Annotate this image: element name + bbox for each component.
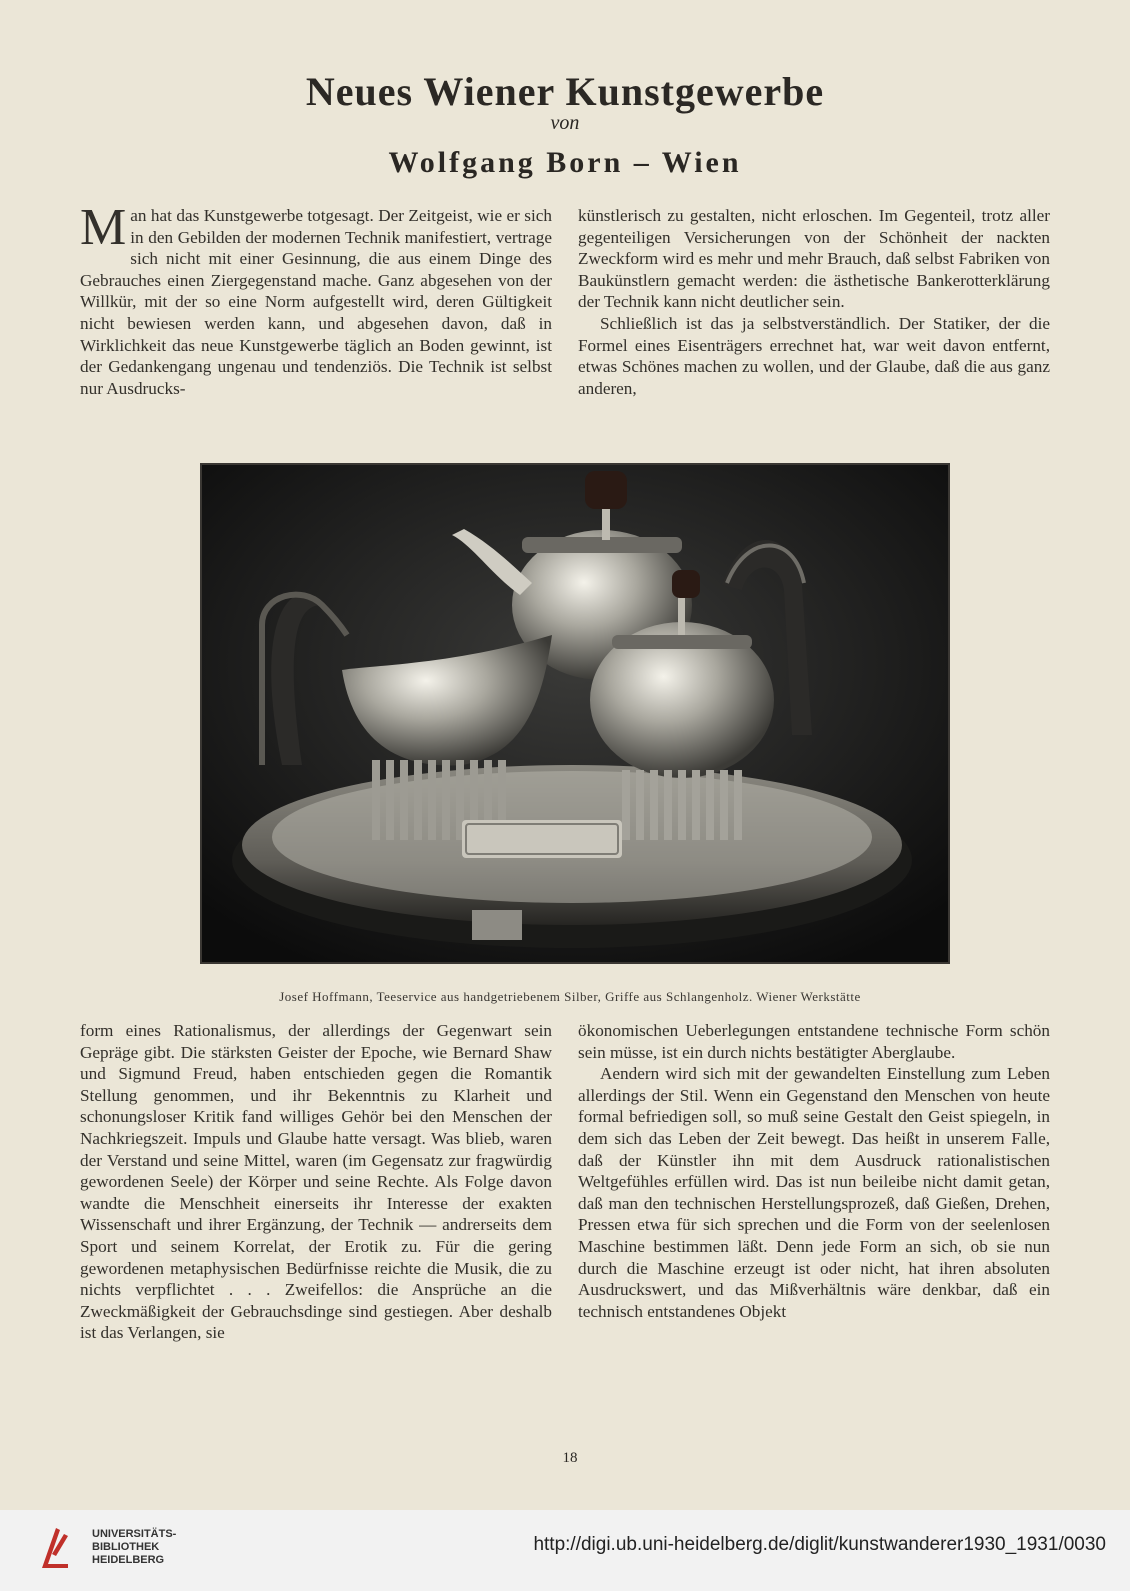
article-title: Neues Wiener Kunstgewerbe [305,69,825,114]
top-right-column [578,205,1050,399]
top-right-paragraph-2: Schließlich ist das ja selbstverständlich. Der Statiker, der die Formel eines Eisenträgers errechnet hat, war weit davon entfernt, etwas Schönes machen zu wollen, und der Glaube, daß die aus ganz anderen, [578,313,1050,398]
figure-caption: Josef Hoffmann, Teeservice aus handgetriebenem Silber, Griffe aus Schlangenholz. Wiener Werkstätte [279,989,861,1004]
drop-cap: M [80,199,127,256]
bottom-left-text: form eines Rationalismus, der allerdings der Gegenwart sein Gepräge gibt. Die stärksten Geister der Epoche, wie Bernard Shaw und Sigmund Freud, haben entschieden gegen die Romantik Stellung genommen, und ihr Bekenntnis zu Klarheit und schonungsloser Kritik fand williges Gehör bei den Menschen der Nachkriegszeit. Impuls und Glaube hatte versagt. Was blieb, waren der Verstand und seine Mittel, waren (im Gegensatz zur fragwürdig gewordenen Seele) der Körper und seine Rechte. Als Folge davon wandte die Menschheit einerseits ihr Interesse der exakten Wissenschaft und ihrer Ergänzung, der Technik — andrerseits dem Sport und seinem Korrelat, der Erotik zu. Für die gering gewordenen metaphysischen Bedürfnisse reichte die Musik, die zu nichts verpflichtet . . . Zweifellos: die Ansprüche an die Zweckmäßigkeit der Gebrauchsdinge sind gestiegen. Aber deshalb ist das Verlangen, sie [80,1021,552,1343]
tea-service-photo [200,463,950,964]
source-url[interactable]: http://digi.ub.uni-heidelberg.de/diglit/kunstwanderer1930_1931/0030 [533,1534,1106,1555]
article-author: Wolfgang Born – Wien [388,146,742,179]
bottom-right-paragraph-1: ökonomischen Ueberlegungen entstandene technische Form schön sein müsse, ist ein durch nichts bestätigter Aberglaube. [578,1021,1050,1062]
top-right-paragraph-1: künstlerisch zu gestalten, nicht erloschen. Im Gegenteil, trotz aller gegenteiligen Versicherungen von der Schönheit der nackten Zweckform wird es mehr und mehr Brauch, daß selbst Fabriken von Baukünstlern gemacht werden: die ästhetische Bankerotterklärung der Technik kann nicht deutlicher sein. [578,206,1050,312]
top-left-text: an hat das Kunstgewerbe totgesagt. Der Zeitgeist, wie er sich in den Gebilden der modernen Technik manifestiert, vertrage sich nicht mit einer Gesinnung, die aus einem Dinge des Gebrauches einen Ziergegenstand mache. Ganz abgesehen von der Willkür, mit der so eine Norm aufgestellt wird, deren Gültigkeit nicht bewiesen werden kann, und abgesehen davon, daß in Wirklichkeit das neue Kunstgewerbe täglich an Boden gewinnt, ist der Gedankengang ungenau und tendenziös. Die Technik ist selbst nur Ausdrucks- [80,206,552,398]
page-number: 18 [562,1450,578,1466]
tea-service-illustration [202,465,948,962]
library-name: UNIVERSITÄTS- BIBLIOTHEK HEIDELBERG [92,1528,177,1566]
library-logo-icon [38,1524,74,1572]
bottom-right-paragraph-2: Aendern wird sich mit der gewandelten Einstellung zum Leben allerdings der Stil. Wenn ein Gegenstand den Menschen von heute formal befriedigen soll, so muß seine Gestalt den Geist spiegeln, in dem sich das Leben der Zeit bewegt. Das heißt in unserem Falle, daß der Künstler ihn mit dem Ausdruck rationalistischen Weltgefühles erfüllen wird. Das ist nun beileibe nicht damit getan, daß man den technischen Herstellungsprozeß, daß Gießen, Drehen, Pressen etwa für sich sprechen und die Form von der seelenlosen Maschine bestimmen läßt. Denn jede Form an sich, ob sie nun durch die Maschine erzeugt ist oder nicht, hat ihren absoluten Ausdruckswert, und das Mißverhältnis wäre denkbar, daß ein technisch entstandenes Objekt [578,1064,1050,1321]
bottom-left-column [80,1020,552,1344]
library-footer [0,1510,1130,1591]
byline-prefix: von [550,112,580,134]
top-left-column [80,199,552,399]
bottom-right-column [578,1020,1050,1322]
